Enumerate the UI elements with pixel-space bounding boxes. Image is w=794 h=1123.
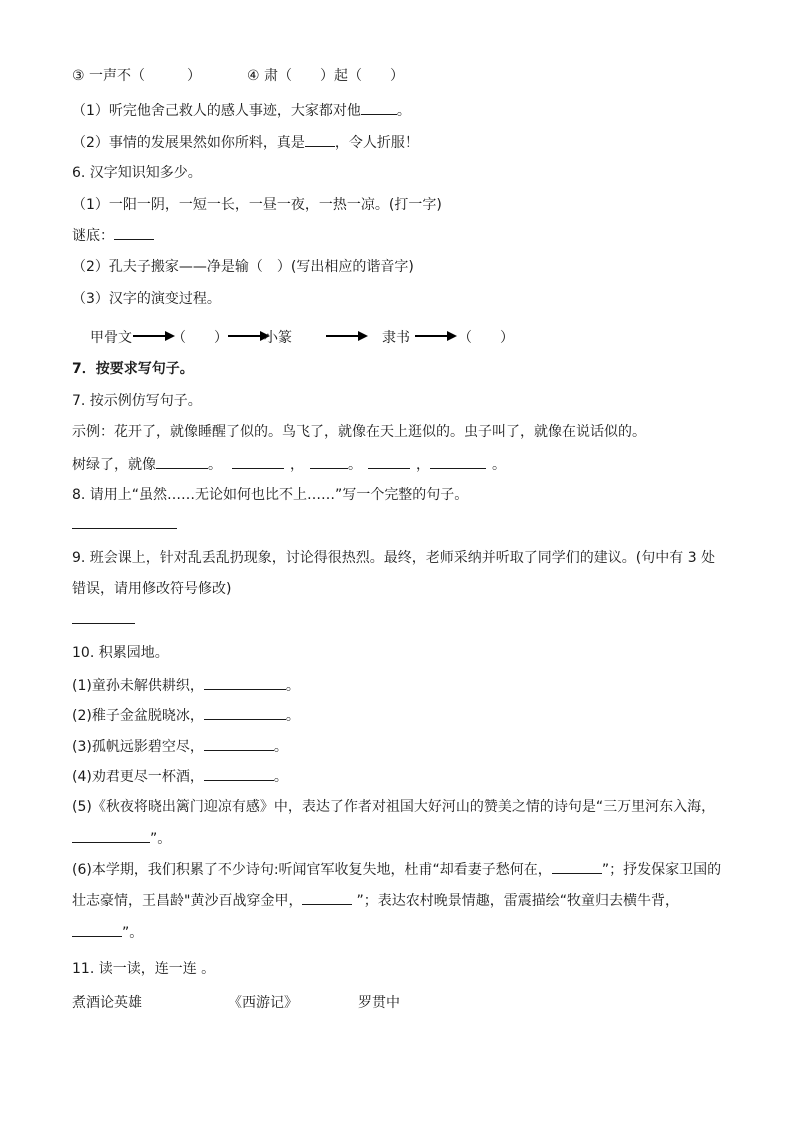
question-line [72, 860, 734, 879]
answer-blank[interactable] [305, 133, 335, 147]
line-text: ， [290, 457, 304, 473]
arrow-right-icon [326, 330, 368, 342]
question-line: 8. 请用上“虽然……无论如何也比不上……”写一个完整的句子。 [72, 487, 469, 503]
answer-blank[interactable] [156, 455, 208, 469]
line-text: (2)稚子金盆脱晓冰， [72, 708, 204, 724]
answer-blank[interactable] [72, 527, 177, 529]
example-line: 示例：花开了，就像睡醒了似的。鸟飞了，就像在天上逛似的。虫子叫了，就像在说话似的。 [72, 424, 646, 440]
line-text: (4)劝君更尽一杯酒， [72, 769, 204, 785]
poem-line [72, 706, 734, 725]
question-line [72, 226, 734, 245]
answer-blank[interactable] [430, 455, 486, 469]
line-text: 。 [273, 739, 288, 755]
matching-row [72, 994, 734, 1012]
question-line [72, 829, 734, 848]
matching-item-book[interactable]: 《西游记》 [228, 995, 298, 1011]
arrow-right-icon [133, 330, 175, 342]
line-text: 谜底： [72, 228, 114, 244]
poem-line [72, 676, 734, 695]
line-text: 。 [273, 769, 288, 785]
line-text: 。 [208, 457, 222, 473]
line-text: 壮志豪情，王昌龄"黄沙百战穿金甲， [72, 893, 303, 909]
question-line: （1）一阳一阴，一短一长，一昼一夜，一热一凉。(打一字) [72, 197, 442, 213]
answer-blank[interactable] [204, 737, 274, 751]
answer-blank[interactable] [302, 891, 352, 905]
line-text: （1）听完他舍己救人的感人事迹，大家都对他 [72, 103, 361, 119]
line-text: 。 [348, 457, 362, 473]
stage-clerical: 隶书 [382, 330, 410, 346]
line-text: ，令人折服！ [334, 135, 419, 151]
question-line [72, 891, 734, 910]
answer-blank[interactable] [361, 101, 397, 115]
line-text: (6)本学期，我们积累了不少诗句:听闻官军收复失地，杜甫“却看妻子愁何在， [72, 862, 552, 878]
matching-item-story[interactable]: 煮酒论英雄 [72, 995, 142, 1011]
question-line [72, 133, 734, 152]
poem-line [72, 737, 734, 756]
question-line: 错误，请用修改符号修改) [72, 581, 232, 597]
answer-blank[interactable] [204, 767, 274, 781]
line-text: ”。 [122, 925, 144, 941]
answer-blank[interactable] [114, 226, 154, 240]
question-line: 9. 班会课上，针对乱丢乱扔现象，讨论得很热烈。最终，老师采纳并听取了同学们的建议。(句中有 3 处 [72, 550, 716, 566]
arrow-right-icon [415, 330, 457, 342]
section-heading: 11. 读一读，连一连 。 [72, 961, 216, 977]
line-text: （2）事情的发展果然如你所料，真是 [72, 135, 305, 151]
answer-blank[interactable] [232, 455, 284, 469]
answer-blank[interactable] [72, 829, 150, 843]
stage-small-seal: 小篆 [264, 330, 292, 346]
stage-blank[interactable]: （ ） [172, 330, 228, 346]
line-text: (3)孤帆远影碧空尽， [72, 739, 204, 755]
answer-blank[interactable] [204, 676, 286, 690]
line-text: ④ 肃（ ）起（ ） [247, 68, 405, 84]
question-line [72, 455, 734, 474]
question-line [72, 923, 734, 942]
question-line: 7. 按示例仿写句子。 [72, 393, 202, 409]
section-heading: 7．按要求写句子。 [72, 361, 194, 377]
poem-line [72, 767, 734, 786]
line-text: ， [416, 457, 430, 473]
line-text: 。 [396, 103, 411, 119]
question-line: （3）汉字的演变过程。 [72, 291, 221, 307]
answer-blank[interactable] [552, 860, 602, 874]
line-text: ③ 一声不（ ） [72, 68, 202, 84]
answer-blank[interactable] [204, 706, 286, 720]
question-line: （2）孔夫子搬家——净是输（ ）(写出相应的谐音字) [72, 259, 414, 275]
question-line: (5)《秋夜将晓出篱门迎凉有感》中，表达了作者对祖国大好河山的赞美之情的诗句是“三万里河东入海， [72, 799, 716, 815]
line-text: 。 [492, 457, 506, 473]
stage-blank[interactable]: （ ） [458, 330, 514, 346]
answer-blank[interactable] [368, 455, 410, 469]
matching-item-author[interactable]: 罗贯中 [358, 995, 400, 1011]
line-text: ”。 [150, 831, 172, 847]
line-text: 。 [285, 708, 300, 724]
line-text: 树绿了，就像 [72, 457, 156, 473]
line-text: ”；抒发保家卫国的 [601, 862, 722, 878]
stage-oracle-bone: 甲骨文 [90, 330, 132, 346]
answer-blank[interactable] [72, 923, 122, 937]
answer-blank[interactable] [72, 622, 135, 624]
line-text: 。 [285, 678, 300, 694]
answer-blank[interactable] [310, 455, 348, 469]
question-line [72, 67, 734, 85]
line-text: ”；表达农村晚景情趣，雷震描绘“牧童归去横牛背， [356, 893, 679, 909]
evolution-diagram [0, 326, 794, 346]
section-heading: 6. 汉字知识知多少。 [72, 165, 202, 181]
line-text: (1)童孙未解供耕织， [72, 678, 204, 694]
question-line [72, 101, 734, 120]
section-heading: 10. 积累园地。 [72, 645, 169, 661]
